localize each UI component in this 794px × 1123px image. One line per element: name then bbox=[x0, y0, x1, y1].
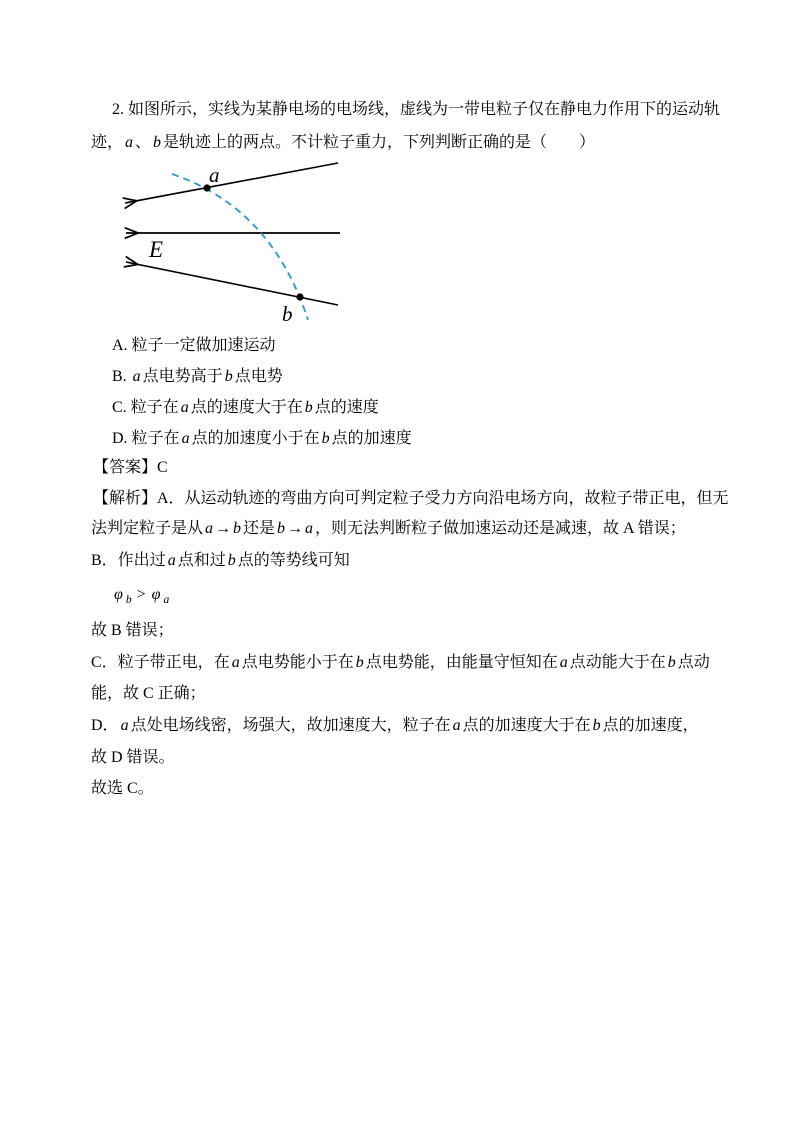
field-line-figure bbox=[95, 155, 365, 330]
option-d: D. 粒子在 a 点的加速度小于在 b 点的加速度 bbox=[112, 430, 412, 447]
analysis-line-1: 【解析】A．从运动轨迹的弯曲方向可判定粒子受力方向沿电场方向，故粒子带正电，但无 bbox=[93, 490, 729, 507]
analysis-line-8: 故 D 错误。 bbox=[91, 749, 175, 766]
point-b-dot bbox=[296, 293, 303, 300]
field-line-top bbox=[125, 163, 338, 203]
formula-phi-comparison: φ $_b$ > φ $_a$ bbox=[114, 586, 170, 607]
analysis-line-9: 故选 C。 bbox=[91, 780, 154, 797]
analysis-line-6: 能，故 C 正确； bbox=[91, 685, 206, 702]
analysis-line-2: 法判定粒子是从 a → b 还是 b → a ，则无法判断粒子做加速运动还是减速，故 A 错误； bbox=[91, 520, 686, 537]
analysis-line-4: 故 B 错误； bbox=[91, 622, 174, 639]
point-a-label: a bbox=[209, 163, 220, 187]
analysis-line-7: D． a 点处电场线密，场强大，故加速度大，粒子在 a 点的加速度大于在 b 点的加速度， bbox=[91, 717, 699, 734]
field-label-e: E bbox=[149, 237, 164, 262]
option-b: B. a 点电势高于 b 点电势 bbox=[112, 368, 283, 385]
question-line-1: 2. 如图所示，实线为某静电场的电场线，虚线为一带电粒子仅在静电力作用下的运动轨 bbox=[112, 101, 721, 118]
field-line-bottom bbox=[126, 262, 338, 305]
question-line-2: 迹， a 、 b 是轨迹上的两点。不计粒子重力，下列判断正确的是（ ） bbox=[91, 134, 596, 151]
trajectory-curve bbox=[172, 174, 308, 320]
option-c: C. 粒子在 a 点的速度大于在 b 点的速度 bbox=[112, 399, 379, 416]
figure-canvas bbox=[95, 155, 365, 330]
option-a: A. 粒子一定做加速运动 bbox=[112, 337, 276, 354]
analysis-line-5: C．粒子带正电，在 a 点电势能小于在 b 点电势能，由能量守恒知在 a 点动能大于在 b 点动 bbox=[91, 654, 710, 671]
answer-line: 【答案】C bbox=[93, 459, 168, 476]
point-b-label: b bbox=[282, 302, 293, 326]
analysis-line-3: B．作出过 a 点和过 b 点的等势线可知 bbox=[91, 552, 350, 569]
